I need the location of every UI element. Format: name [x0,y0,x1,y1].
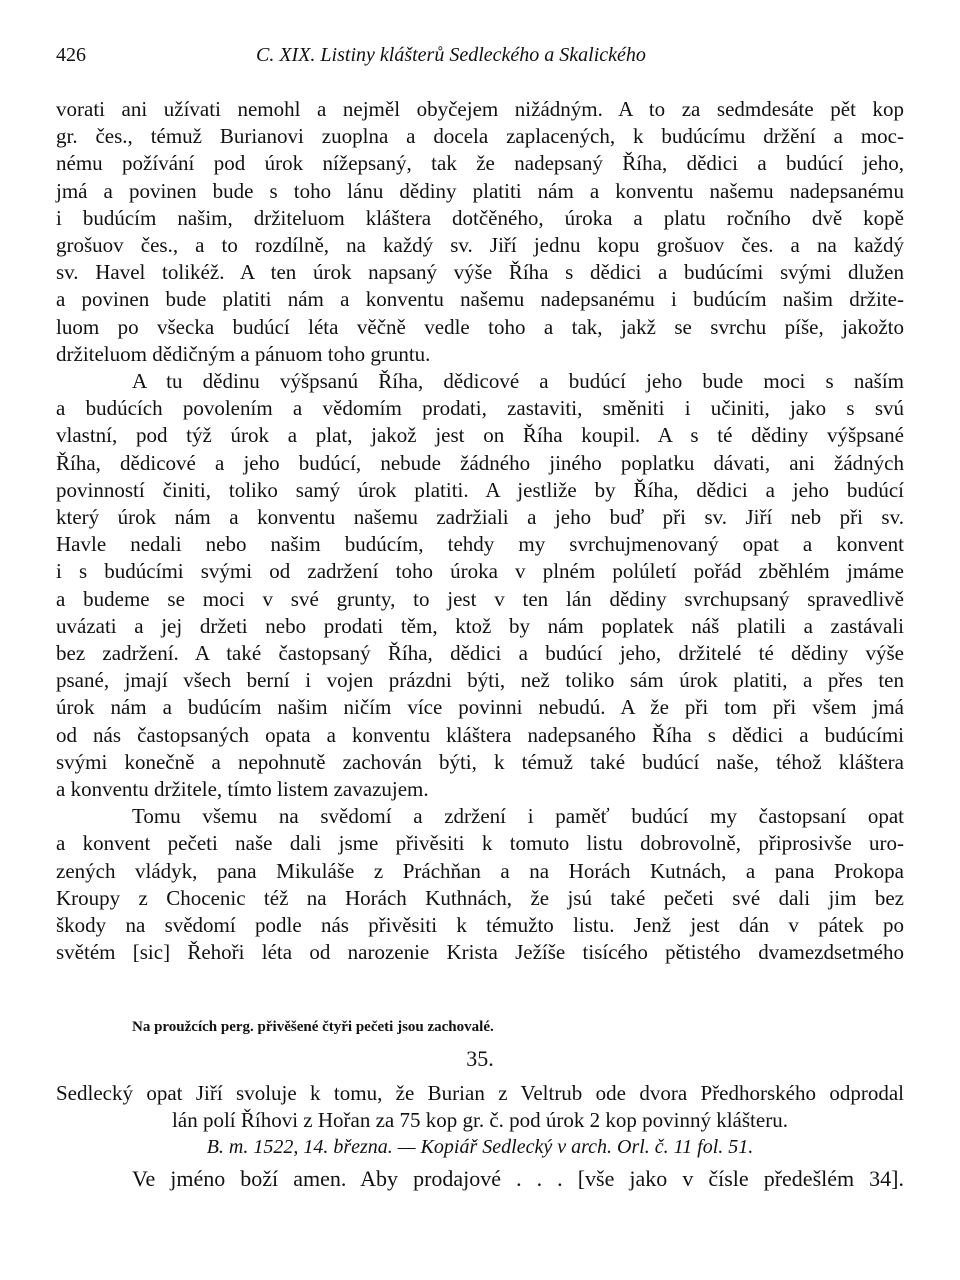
text-line: jmá a povinen bude s toho lánu dědiny platiti nám a konventu našemu nadepsanému [56,178,904,203]
text-line: psané, jmají všech berní i vojen prázdni býti, než toliko sám úrok platiti, a přes ten [56,668,904,693]
text-line: držiteluom dědičným a pánuom toho gruntu. [56,341,431,366]
text-line: svými konečně a nepohnutě zachován býti, k témuž také budúcí naše, téhož kláštera [56,749,904,774]
text-line: Havle nedali nebo našim budúcím, tehdy my svrchujmenovaný opat a konvent [56,532,904,557]
running-title: C. XIX. Listiny klášterů Sedleckého a Skalického [256,44,646,66]
source-note: B. m. 1522, 14. března. — Kopiář Sedlecký v arch. Orl. č. 11 fol. 51. [206,1136,754,1158]
text-line: od nás častopsaných opata a konventu kláštera nadepsaného Říha s dědici a budúcími [56,722,904,747]
text-line: Kroupy z Chocenic též na Horách Kuthnách, že jsú také pečeti své dali jim bez [56,885,904,910]
text-line: povinností činiti, toliko samý úrok platiti. A jestliže by Říha, dědici a jeho budúcí [56,477,904,502]
text-line: který úrok nám a konventu našemu zadržiali a jeho buď při sv. Jiří neb při sv. [56,505,904,530]
charter-text [56,96,904,967]
text-line: světém [sic] Řehoři léta od narozenie Krista Ježíše tisícého pětistého dvamezdsetmého [56,940,904,965]
text-line: zených vládyk, pana Mikuláše z Práchňan a na Horách Kutnách, a pana Prokopa [56,858,904,883]
text-line: luom po všecka budúcí léta věčně vedle toho a tak, jakž se svrchu píše, jakožto [56,314,904,339]
text-line: vorati ani užívati nemohl a nejměl obyčejem nižádným. A to za sedmdesáte pět kop [56,97,904,121]
text-line: Tomu všemu na svědomí a zdržení i paměť budúcí my častopsaní opat [132,804,904,829]
opening-text: Ve jméno boží amen. Aby prodajové . . . [vše jako v čísle předešlém 34]. [132,1166,904,1191]
regest-line: Sedlecký opat Jiří svoluje k tomu, že Burian z Veltrub ode dvora Předhorského odprodal [56,1081,904,1105]
text-line: škody na svědomí podle nás přivěsiti k témužto listu. Jenž jest dán v pátek po [56,913,904,938]
regest [56,1080,904,1134]
text-line: A tu dědinu výšpsanú Říha, dědicové a budúcí jeho bude moci s naším [132,369,904,394]
text-line: a budúcích povolením a vědomím prodati, zastaviti, směniti i učiniti, jako s svú [56,396,904,421]
text-line: sv. Havel tolikéž. A ten úrok napsaný výše Říha s dědici a budúcími svými dlužen [56,260,904,285]
text-line: grošuov čes., a to rozdílně, na každý sv. Jiří jednu kopu grošuov čes. a na každý [56,233,904,258]
page-header [56,44,904,74]
text-line: nému požívání pod úrok nížepsaný, tak že nadepsaný Říha, dědici a budúcí jeho, [56,151,904,176]
text-line: a konventu držitele, tímto listem zavazujem. [56,777,429,802]
page-number: 426 [56,44,86,66]
seal-note: Na proužcích perg. přivěšené čtyři pečeti jsou zachovalé. [132,1019,494,1035]
text-line: a konvent pečeti naše dali jsme přivěsiti k tomuto listu dobrovolně, připrosivše uro- [56,831,904,856]
text-line: gr. čes., témuž Burianovi zuoplna a docela zaplacených, k budúcímu držění a moc- [56,124,904,149]
text-line: úrok nám a budúcím našim ničím více povinni nebudú. A že při tom při všem jmá [56,695,904,720]
text-line: Říha, dědicové a jeho budúcí, nebude žádného jiného poplatku dávati, ani žádných [56,450,904,475]
text-line: uvázati a jej držeti nebo prodati těm, ktož by nám poplatek náš platili a zastávali [56,613,904,638]
text-line: i s budúcími svými od zadržení toho úroka v plném polúletí pořád zběhlém jmáme [56,559,904,584]
text-line: a povinen bude platiti nám a konventu našemu nadepsanému i budúcím našim držite- [56,287,904,312]
regest-line: lán polí Říhovi z Hořan za 75 kop gr. č. pod úrok 2 kop povinný klášteru. [172,1108,788,1132]
text-line: bez zadržení. A také častopsaný Říha, dědici a budúcí jeho, držitelé té dědiny výše [56,641,904,666]
text-line: vlastní, pod týž úrok a plat, jakož jest on Říha koupil. A s té dědiny výšpsané [56,423,904,448]
text-line: i budúcím našim, držiteluom kláštera dotčěného, úroka a platu ročního dvě kopě [56,205,904,230]
text-line: a budeme se moci v své grunty, to jest v ten lán dědiny svrchupsaný spravedlivě [56,586,904,611]
document-number: 35. [466,1046,494,1071]
